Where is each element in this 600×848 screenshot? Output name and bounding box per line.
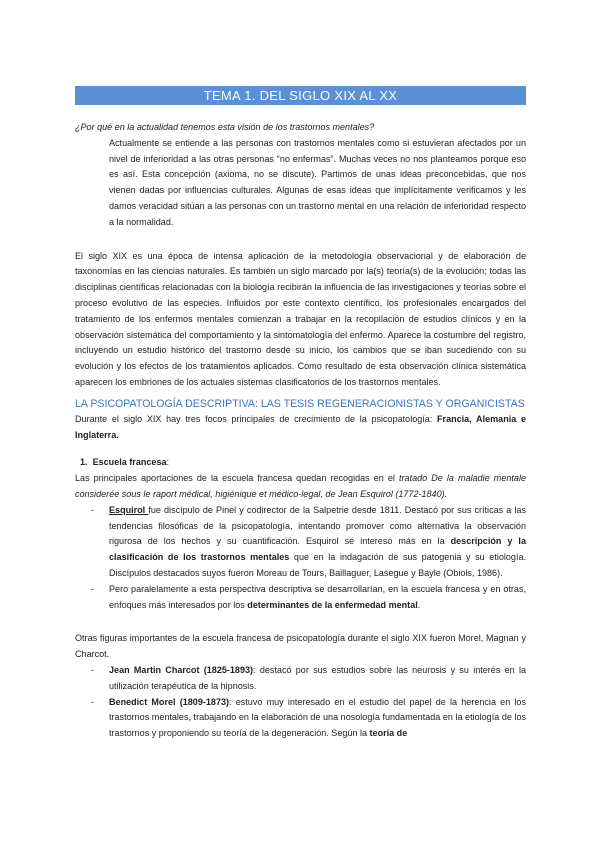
document-body	[75, 120, 526, 742]
paragraph-siglo-xix: El siglo XIX es una época de intensa aplicación de la metodología observacional y de elaboración de taxonomías en las ciencias naturales. Es también un siglo marcado por la(s) teoría(s) de la evolución; todas las disciplinas científicas relacionadas con la biología recibirán la influencia de las investigaciones y teorías sobre el proceso evolutivo de las especies. Influidos por este contexto científico, los profesionales encargados del tratamiento de los enfermos mentales comienzan a trabajar en la recopilación de estudios clínicos y en la observación sistemática del comportamiento y la sintomatología del enfermo. Aparece la costumbre del registro, incluyendo un estudio histórico del trastorno desde su inicio, los cambios que se iban sucediendo con su evolución y los efectos de los tratamientos aplicados. Como resultado de esta observación clínica sistemática aparecen los embriones de los actuales sistemas clasificatorios de los trastornos mentales.	[75, 250, 526, 387]
esquirol-text-b: que en la indagación de sus patogenia y su etiología. Discípulos destacados suyos fueron Moreau de Tours, Baillaguer, Lasegue y Bayle (Obiols, 1986).	[109, 552, 527, 578]
escuela-text: Las principales aportaciones de la escuela francesa quedan recogidas en el	[75, 473, 400, 484]
section-title: Escuela francesa	[92, 457, 167, 468]
list-item	[75, 503, 526, 582]
question-line: ¿Por qué en la actualidad tenemos esta visión de los trastornos mentales?	[75, 122, 375, 132]
charcot-text: : destacó por sus estudios sobre las neurosis y su interés en la utilización terapéutica de la hipnosis.	[109, 664, 526, 691]
section-subtitle: LA PSICOPATOLOGÍA DESCRIPTIVA: LAS TESIS REGENERACIONISTAS Y ORGANICISTAS	[75, 397, 525, 410]
bullet-dash: -	[91, 583, 95, 594]
answer-paragraph: Actualmente se entiende a las personas con trastornos mentales como si estuvieran afectados por un nivel de inferioridad a las otras personas “no enfermas”. Muchas veces no nos planteamos porque eso es así. Esta concepción (axioma, no se discute). Partimos de unas ideas preconcebidas, que nos vienen dadas por influencias culturales. Algunas de esas ideas que implícitamente verificamos y les damos veracidad sitúan a las personas con un trastorno mental en una relación de inferioridad respecto a la normalidad.	[109, 137, 526, 227]
intro-paragraph	[75, 412, 526, 444]
esquirol-bold: descripción y la clasificación de los trastornos mentales	[109, 536, 526, 563]
list-item	[75, 582, 526, 614]
section-number: 1.	[80, 457, 88, 468]
morel-bold: teoría de	[369, 728, 408, 739]
others-paragraph: Otras figuras importantes de la escuela francesa de psicopatología durante el siglo XIX fueron Morel, Magnan y Charcot.	[75, 633, 526, 660]
morel-years: (1809-1873)	[175, 696, 230, 707]
escuela-paragraph	[75, 471, 526, 503]
intro-text: Durante el siglo XIX hay tres focos principales de crecimiento de la psicopatología:	[75, 413, 438, 424]
esquirol-text-a: fue discípulo de Pinel y codirector de la Salpetrie desde 1811. Destacó por sus críticas a las tendencias filosóficas de la psicopatología, intentando promover como alternativa la observación rigurosa de los hechos y su cuantificación. Esquirol se interesó más en la	[109, 504, 526, 547]
intro-countries: Francia, Alemania e Inglaterra.	[75, 413, 526, 440]
escuela-treatise: tratado De la maladie mentale considerée sous le raport médical, higiénique et médico-legal, de Jean Esquirol (1772-1840).	[75, 473, 526, 499]
section-heading-escuela-francesa	[75, 455, 526, 471]
esquirol-name: Esquirol	[109, 504, 149, 515]
figures-bullet-list	[75, 663, 526, 742]
morel-text: : estuvo muy interesado en el estudio del papel de la herencia en los trastornos mentales, trabajando en la elaboración de una nosología fundamentada en la etiología de los trastornos y proponiendo su teoría de la degeneración. Según la	[109, 696, 526, 739]
charcot-years: (1825-1893)	[199, 664, 254, 675]
parallel-text-b: .	[417, 599, 421, 610]
charcot-name: Jean Martin Charcot	[109, 664, 200, 675]
bullet-dash: -	[91, 504, 95, 515]
parallel-bold: determinantes de la enfermedad mental	[247, 599, 418, 610]
list-item	[75, 663, 526, 695]
bullet-dash: -	[91, 696, 95, 707]
morel-name: Benedict Morel	[109, 696, 176, 707]
page-title: TEMA 1. DEL SIGLO XIX AL XX	[75, 86, 526, 105]
parallel-text-a: Pero paralelamente a esta perspectiva descriptiva se desarrollarían, en la escuela francesa y en otras, enfoques más interesados por los	[109, 583, 526, 610]
section-colon: :	[166, 457, 170, 468]
bullet-dash: -	[91, 664, 95, 675]
escuela-bullet-list	[75, 503, 526, 614]
list-item	[75, 695, 526, 742]
